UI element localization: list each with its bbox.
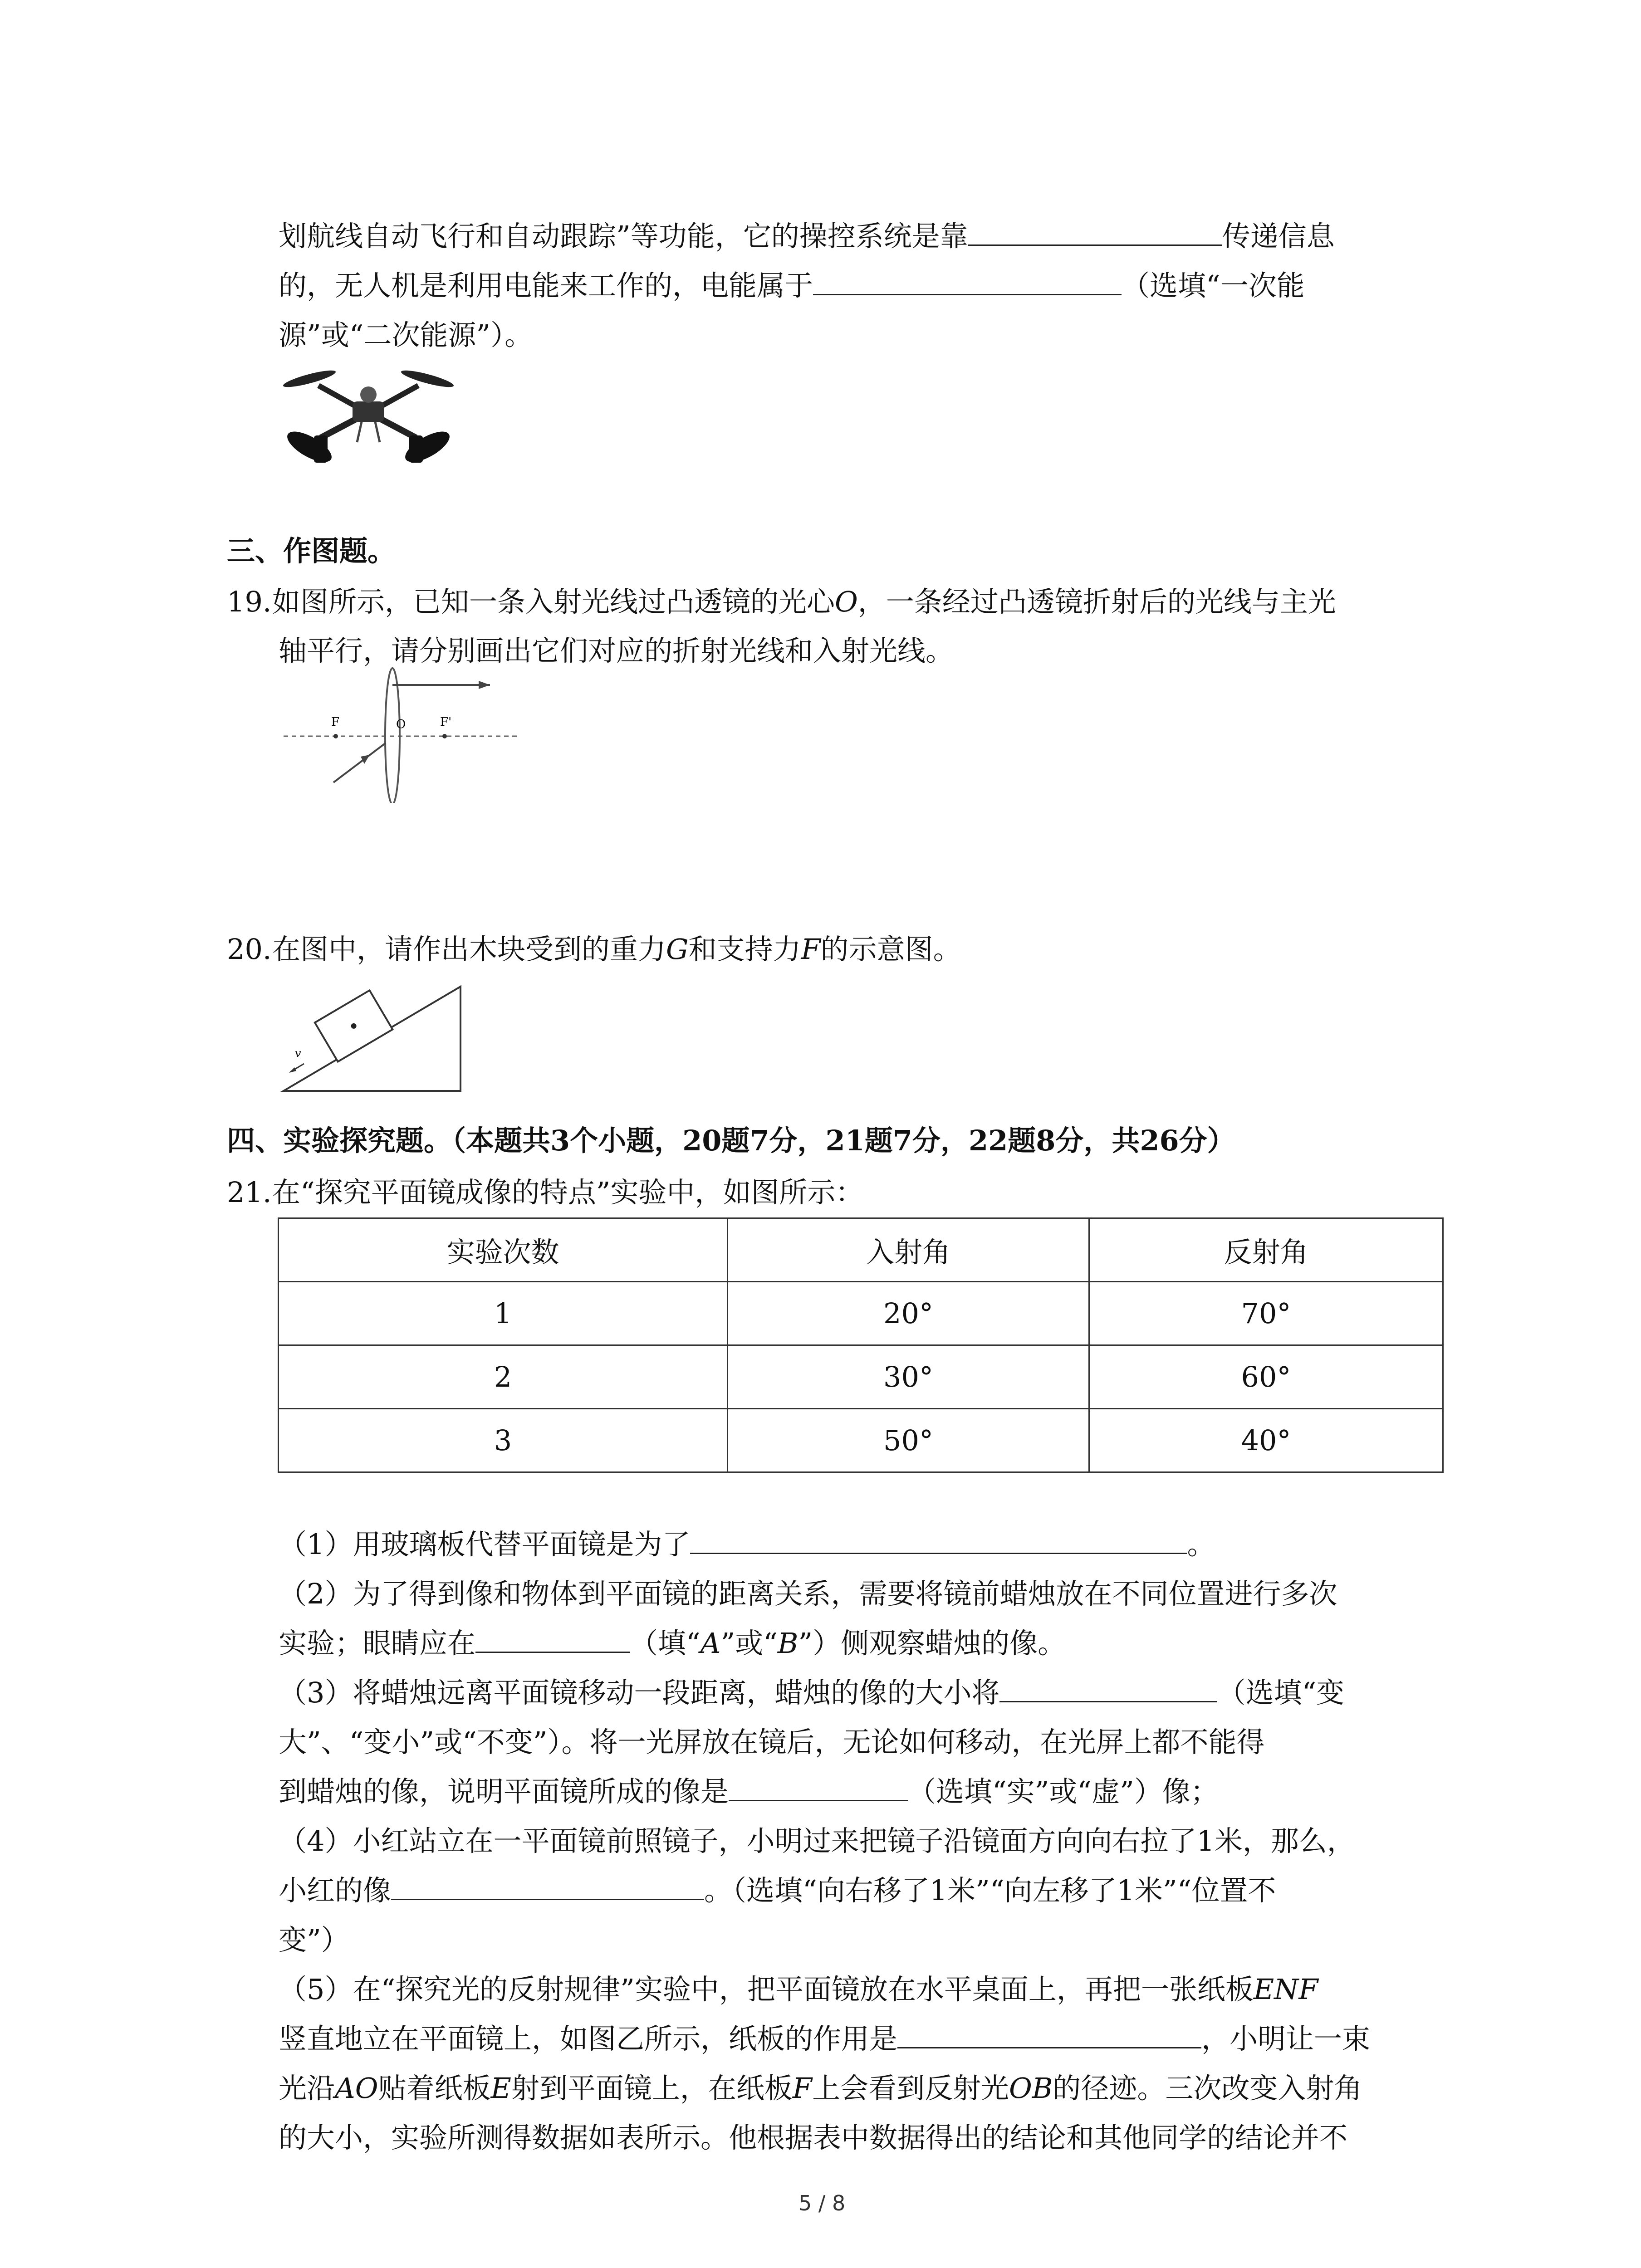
optical-center-label: O xyxy=(396,718,406,731)
q21-part5-line1: （5）在“探究光的反射规律”实验中，把平面镜放在水平桌面上，再把一张纸板ENF xyxy=(279,1973,1318,2006)
table-header-cell: 反射角 xyxy=(1089,1218,1443,1282)
q21-part2-line2: 实验；眼睛应在 （填“A”或“B”）侧观察蜡烛的像。 xyxy=(279,1618,1066,1668)
q18-line1: 划航线自动飞行和自动跟踪”等功能，它的操控系统是靠 传递信息 xyxy=(279,211,1335,261)
table-row xyxy=(279,1282,1443,1345)
table-cell: 60° xyxy=(1089,1345,1443,1409)
q18-line2: 的，无人机是利用电能来工作的，电能属于 （选填“一次能 xyxy=(279,261,1305,311)
q19-line1: 19.如图所示，已知一条入射光线过凸透镜的光心O，一条经过凸透镜折射后的光线与主光 xyxy=(227,577,1336,627)
left-focus-label: F xyxy=(331,715,340,729)
table-row xyxy=(279,1409,1443,1472)
table-cell: 50° xyxy=(728,1409,1089,1472)
left-focus-point xyxy=(333,734,338,738)
table-header-cell: 入射角 xyxy=(728,1218,1089,1282)
table-cell: 2 xyxy=(279,1345,728,1409)
right-focus-point xyxy=(442,734,447,738)
q21-part4-line1: （4）小红站立在一平面镜前照镜子，小明过来把镜子沿镜面方向向右拉了1米，那么， xyxy=(279,1824,1355,1857)
table-cell: 20° xyxy=(728,1282,1089,1345)
q21-part1: （1）用玻璃板代替平面镜是为了 。 xyxy=(279,1520,1215,1569)
convex-lens-diagram xyxy=(279,667,524,803)
q21-part5-line2: 竖直地立在平面镜上，如图乙所示，纸板的作用是 ，小明让一束 xyxy=(279,2014,1370,2064)
question-number: 20. xyxy=(227,933,272,966)
table-row xyxy=(279,1345,1443,1409)
q21-blank-6[interactable] xyxy=(897,2019,1201,2048)
table-cell: 40° xyxy=(1089,1409,1443,1472)
q21-part3-line1: （3）将蜡烛远离平面镜移动一段距离，蜡烛的像的大小将 （选填“变 xyxy=(279,1668,1344,1718)
q21-blank-5[interactable] xyxy=(391,1871,704,1900)
section-4-title: 四、实验探究题。（本题共3个小题，20题7分，21题7分，22题8分，共26分） xyxy=(227,1124,1235,1157)
table-cell: 3 xyxy=(279,1409,728,1472)
q21-part5-line3: 光沿AO贴着纸板E射到平面镜上，在纸板F上会看到反射光OB的径迹。三次改变入射角 xyxy=(279,2072,1362,2105)
q18-line3: 源”或“二次能源”）。 xyxy=(279,318,533,352)
q21-part5-line4: 的大小，实验所测得数据如表所示。他根据表中数据得出的结论和其他同学的结论并不 xyxy=(279,2121,1348,2154)
table-cell: 70° xyxy=(1089,1282,1443,1345)
q19-line2: 轴平行，请分别画出它们对应的折射光线和入射光线。 xyxy=(279,634,954,667)
table-header-row xyxy=(279,1218,1443,1282)
q21-intro: 21.在“探究平面镜成像的特点”实验中，如图所示： xyxy=(227,1168,863,1217)
q21-blank-3[interactable] xyxy=(999,1673,1217,1702)
q18-blank-2[interactable] xyxy=(813,266,1122,295)
question-number: 19. xyxy=(227,585,272,618)
drone-image xyxy=(278,358,459,476)
q21-blank-2[interactable] xyxy=(475,1623,630,1653)
q18-blank-1[interactable] xyxy=(968,216,1222,246)
q21-part3-line3: 到蜡烛的像，说明平面镜所成的像是 （选填“实”或“虚”）像； xyxy=(279,1767,1219,1817)
q21-part3-line2: 大”、“变小”或“不变”）。将一光屏放在镜后，无论如何移动，在光屏上都不能得 xyxy=(279,1725,1265,1759)
incline-block-diagram xyxy=(279,978,470,1095)
question-number: 21. xyxy=(227,1176,272,1209)
velocity-label: v xyxy=(295,1047,301,1060)
page-number: 5 / 8 xyxy=(798,2191,846,2215)
q21-part4-line2: 小红的像 。（选填“向右移了1米”“向左移了1米”“位置不 xyxy=(279,1866,1276,1916)
table-cell: 1 xyxy=(279,1282,728,1345)
q21-part2-line1: （2）为了得到像和物体到平面镜的距离关系，需要将镜前蜡烛放在不同位置进行多次 xyxy=(279,1577,1337,1610)
incident-ray xyxy=(333,743,386,782)
angle-data-table xyxy=(278,1217,1444,1473)
q20-line: 20.在图中，请作出木块受到的重力G和支持力F的示意图。 xyxy=(227,924,961,974)
section-3-title: 三、作图题。 xyxy=(227,534,396,567)
q21-blank-4[interactable] xyxy=(729,1772,908,1801)
right-focus-label: F' xyxy=(440,715,452,729)
table-cell: 30° xyxy=(728,1345,1089,1409)
q21-part4-line3: 变”） xyxy=(279,1923,349,1956)
table-header-cell: 实验次数 xyxy=(279,1218,728,1282)
q21-blank-1[interactable] xyxy=(690,1525,1187,1554)
